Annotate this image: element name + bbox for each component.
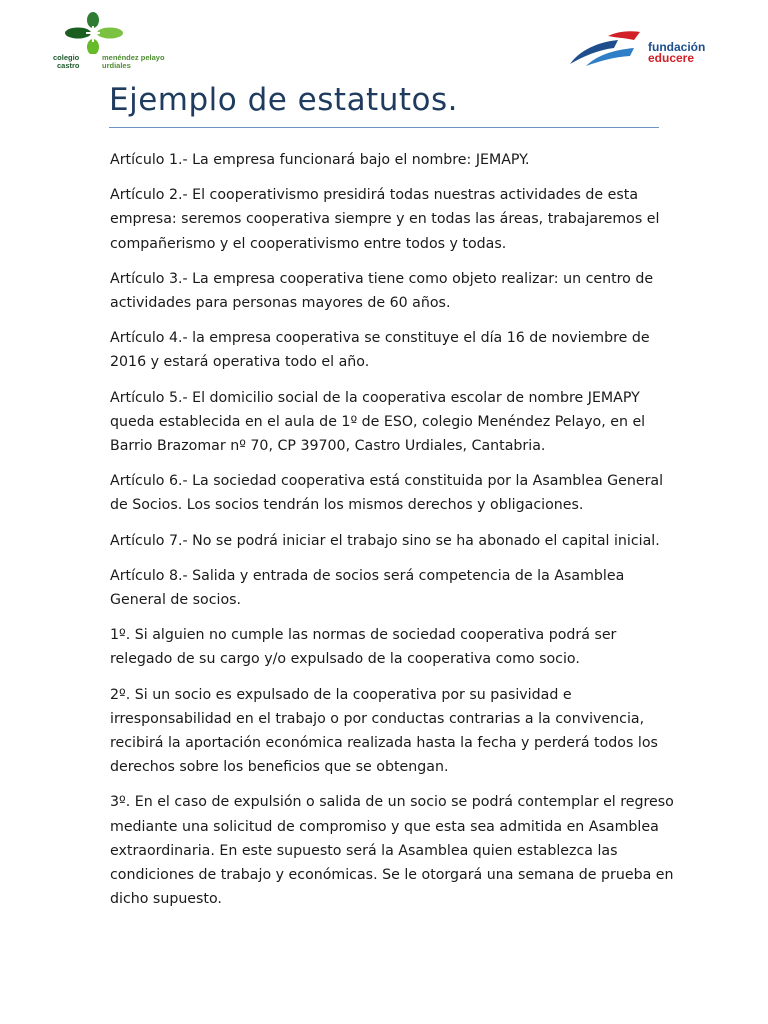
paragraph-line: recibirá la aportación económica realizada hasta la fecha y perderá todos los xyxy=(110,735,658,752)
foundation-name-line2: educere xyxy=(648,51,695,65)
paragraph-line: Artículo 8.- Salida y entrada de socios será competencia de la Asamblea xyxy=(110,567,625,584)
paragraph xyxy=(110,148,662,172)
paragraph-line: Artículo 3.- La empresa cooperativa tiene como objeto realizar: un centro de xyxy=(110,270,654,287)
paragraph-line: Artículo 1.- La empresa funcionará bajo el nombre: JEMAPY. xyxy=(110,152,530,168)
school-logo xyxy=(50,12,180,72)
paragraph-line: queda establecida en el aula de 1º de ESO, colegio Menéndez Pelayo, en el xyxy=(110,413,646,430)
paragraph xyxy=(110,386,662,459)
paragraph-line: Artículo 2.- El cooperativismo presidirá todas nuestras actividades de esta xyxy=(110,187,639,204)
school-name-castro: castro xyxy=(57,61,80,70)
paragraph-line: condiciones de trabajo y económicas. Se le otorgará una semana de prueba en xyxy=(110,867,674,884)
paragraph xyxy=(110,623,662,671)
foundation-logo xyxy=(568,28,718,70)
paragraph-line: actividades para personas mayores de 60 años. xyxy=(110,295,451,312)
paragraph xyxy=(110,564,662,612)
paragraph xyxy=(110,326,662,374)
paragraph-line: irresponsabilidad en el trabajo o por conductas contrarias a la convivencia, xyxy=(110,710,645,727)
title-underline xyxy=(109,127,659,128)
paragraph-line: relegado de su cargo y/o expulsado de la cooperativa como socio. xyxy=(110,651,580,668)
school-name-right xyxy=(102,54,165,70)
document-title: Ejemplo de estatutos. xyxy=(109,82,458,118)
paragraph xyxy=(110,790,674,911)
paragraph-line: 1º. Si alguien no cumple las normas de sociedad cooperativa podrá ser xyxy=(110,627,617,644)
paragraph-line: empresa: seremos cooperativa siempre y en todas las áreas, trabajaremos el xyxy=(110,211,660,228)
paragraph xyxy=(110,683,662,780)
school-logo-mark xyxy=(56,12,132,54)
paragraph-line: de Socios. Los socios tendrán los mismos derechos y obligaciones. xyxy=(110,497,584,514)
school-name-colegio: colegio xyxy=(53,53,80,62)
paragraph-line: General de socios. xyxy=(110,592,242,609)
paragraph-line: 2º. Si un socio es expulsado de la cooperativa por su pasividad e xyxy=(110,686,572,703)
paragraph-line: Artículo 6.- La sociedad cooperativa está constituida por la Asamblea General xyxy=(110,473,664,490)
foundation-logo-mark xyxy=(568,28,648,70)
paragraph-line: 3º. En el caso de expulsión o salida de un socio se podrá contemplar el regreso xyxy=(110,794,674,811)
school-name-menendez-pelayo: menéndez pelayo xyxy=(102,53,165,62)
paragraph-line: dicho supuesto. xyxy=(110,891,222,908)
paragraph xyxy=(110,469,662,517)
paragraph-line: Artículo 7.- No se podrá iniciar el trabajo sino se ha abonado el capital inicial. xyxy=(110,532,660,549)
school-name-urdiales: urdiales xyxy=(102,61,131,70)
paragraph-line: Artículo 5.- El domicilio social de la cooperativa escolar de nombre JEMAPY xyxy=(110,389,640,406)
paragraph-line: Barrio Brazomar nº 70, CP 39700, Castro Urdiales, Cantabria. xyxy=(110,438,546,455)
paragraph-line: compañerismo y el cooperativismo entre todos y todas. xyxy=(110,235,507,252)
paragraph-line: Artículo 4.- la empresa cooperativa se constituye el día 16 de noviembre de xyxy=(110,330,650,347)
paragraph xyxy=(110,529,662,553)
paragraph-line: extraordinaria. En este supuesto será la Asamblea quien establezca las xyxy=(110,842,618,859)
document-body xyxy=(110,148,674,922)
foundation-name-line1: fundación xyxy=(648,40,706,54)
paragraph-line: derechos sobre los beneficios que se obtengan. xyxy=(110,759,449,776)
paragraph-line: 2016 y estará operativa todo el año. xyxy=(110,354,370,371)
paragraph xyxy=(110,267,662,315)
paragraph xyxy=(110,183,662,256)
foundation-name xyxy=(648,42,705,64)
paragraph-line: mediante una solicitud de compromiso y que esta sea admitida en Asamblea xyxy=(110,818,659,835)
school-name-left xyxy=(53,54,80,70)
